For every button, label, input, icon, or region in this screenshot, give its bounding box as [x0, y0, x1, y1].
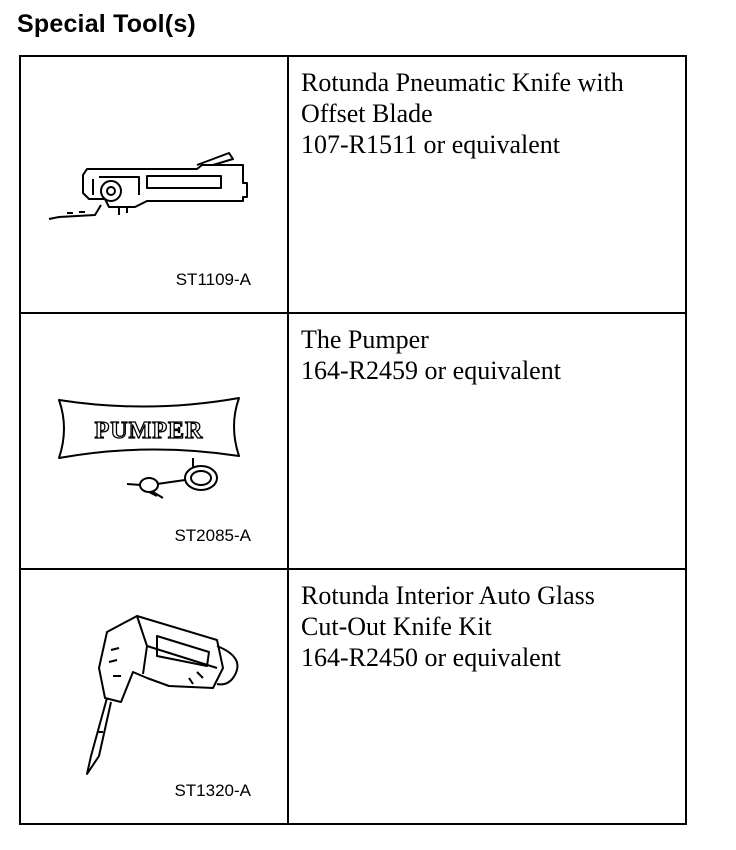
pneumatic-knife-icon [47, 149, 257, 229]
tool-name: Rotunda Interior Auto Glass [301, 581, 595, 611]
tool-illustration-cell [20, 569, 288, 824]
tool-code: ST1109-A [175, 269, 251, 289]
tool-name: Cut-Out Knife Kit [301, 612, 492, 642]
tool-part-number: 164-R2459 or equivalent [301, 355, 561, 385]
tool-row [20, 56, 686, 313]
pumper-label: PUMPER [94, 417, 204, 444]
tool-description-cell [288, 313, 686, 570]
tool-description-cell [288, 56, 686, 313]
tool-code: ST2085-A [174, 526, 251, 546]
tool-name: Offset Blade [301, 99, 433, 128]
tool-row [20, 313, 686, 570]
pumper-icon [53, 392, 263, 502]
cut-out-knife-icon [77, 606, 247, 776]
tool-name: The Pumper [301, 324, 429, 354]
special-tools-table [19, 55, 687, 825]
tool-code: ST1320-A [174, 781, 251, 800]
tool-part-number: 164-R2450 or equivalent [301, 643, 561, 673]
tool-illustration-cell [20, 313, 288, 570]
tool-illustration-cell [20, 56, 288, 313]
tool-name: Rotunda Pneumatic Knife with [301, 68, 624, 97]
tool-row [20, 569, 686, 824]
tool-description-cell [288, 569, 686, 824]
tool-part-number: 107-R1511 or equivalent [301, 130, 560, 159]
page-title: Special Tool(s) [17, 10, 196, 38]
